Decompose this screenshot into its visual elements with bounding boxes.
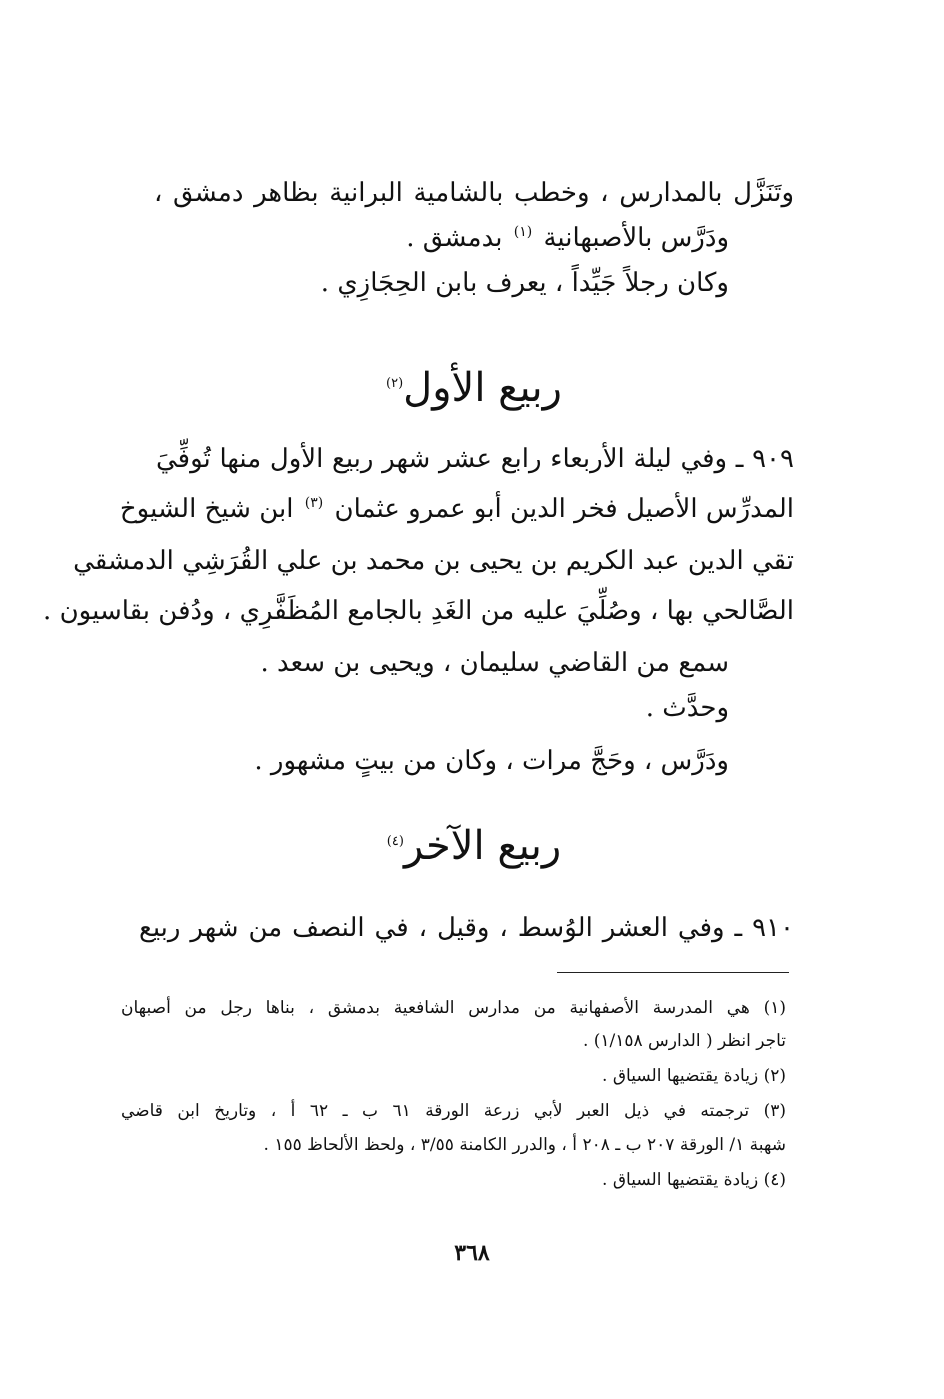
heading-2-ref: (٤)	[386, 833, 404, 849]
footnote-4: (٤) زيادة يقتضيها السياق .	[602, 1170, 786, 1190]
section-heading-rabi-al-awwal	[0, 365, 944, 411]
entry-909-line-7: ودَرَّس ، وحَجَّ مرات ، وكان من بيتٍ مشهور .	[254, 746, 729, 776]
paragraph-top-line-1: وتَنَزَّل بالمدارس ، وخطب بالشامية البرانية بظاهر دمشق ،	[154, 178, 794, 208]
heading-1-ref: (٢)	[386, 375, 404, 391]
paragraph-top-line-2	[406, 225, 729, 251]
footnote-ref-1: (١)	[513, 224, 533, 241]
footnote-3-line-1: (٣) ترجمته في ذيل العبر لأبي زرعة الورقة ٦١ ب ـ ٦٢ أ ، وتاريخ ابن قاضي	[121, 1101, 786, 1121]
footnote-2: (٢) زيادة يقتضيها السياق .	[602, 1066, 786, 1086]
entry-909-line-4: الصَّالحي بها ، وصُلِّيَ عليه من الغَدِ بالجامع المُظَفَّرِي ، ودُفن بقاسيون .	[43, 596, 794, 626]
entry-909-line-5: سمع من القاضي سليمان ، ويحيى بن سعد .	[260, 648, 729, 678]
footnote-ref-3: (٣)	[304, 495, 324, 512]
entry-909-line-2	[119, 494, 794, 524]
footnote-3-line-2: شهبة ١/ الورقة ٢٠٧ ب ـ ٢٠٨ أ ، والدرر الكامنة ٣/٥٥ ، ولحظ الألحاظ ١٥٥ .	[263, 1135, 786, 1155]
footnote-1-line-2: تاجر انظر ( الدارس ١/١٥٨) .	[582, 1031, 786, 1051]
section-heading-rabi-al-akhir	[0, 823, 944, 869]
heading-1-text: ربيع الأول	[403, 365, 562, 411]
entry-909-line-6: وحدَّث .	[645, 693, 729, 723]
entry-909-line-2b: ابن شيخ الشيوخ	[119, 494, 294, 524]
entry-910-line-1: ٩١٠ ـ وفي العشر الوُسط ، وقيل ، في النصف من شهر ربيع	[139, 913, 794, 943]
entry-909-line-3: تقي الدين عبد الكريم بن يحيى بن محمد بن علي القُرَشِي الدمشقي	[73, 546, 794, 576]
heading-2-text: ربيع الآخر	[403, 823, 562, 869]
footnote-separator	[557, 972, 789, 973]
paragraph-top-line-2b: بدمشق .	[406, 223, 503, 253]
entry-909-line-1: ٩٠٩ ـ وفي ليلة الأربعاء رابع عشر شهر ربيع الأول منها تُوفِّيَ	[156, 444, 794, 474]
footnote-1-line-1: (١) هي المدرسة الأصفهانية من مدارس الشافعية بدمشق ، بناها رجل من أصبهان	[121, 998, 786, 1018]
page-number: ٣٦٨	[454, 1240, 490, 1266]
entry-909-line-2a: المدرِّس الأصيل فخر الدين أبو عمرو عثمان	[334, 494, 794, 524]
paragraph-top-line-2a: ودَرَّس بالأصبهانية	[543, 223, 729, 253]
paragraph-top-line-3: وكان رجلاً جَيِّداً ، يعرف بابن الحِجَازِي .	[320, 268, 729, 298]
